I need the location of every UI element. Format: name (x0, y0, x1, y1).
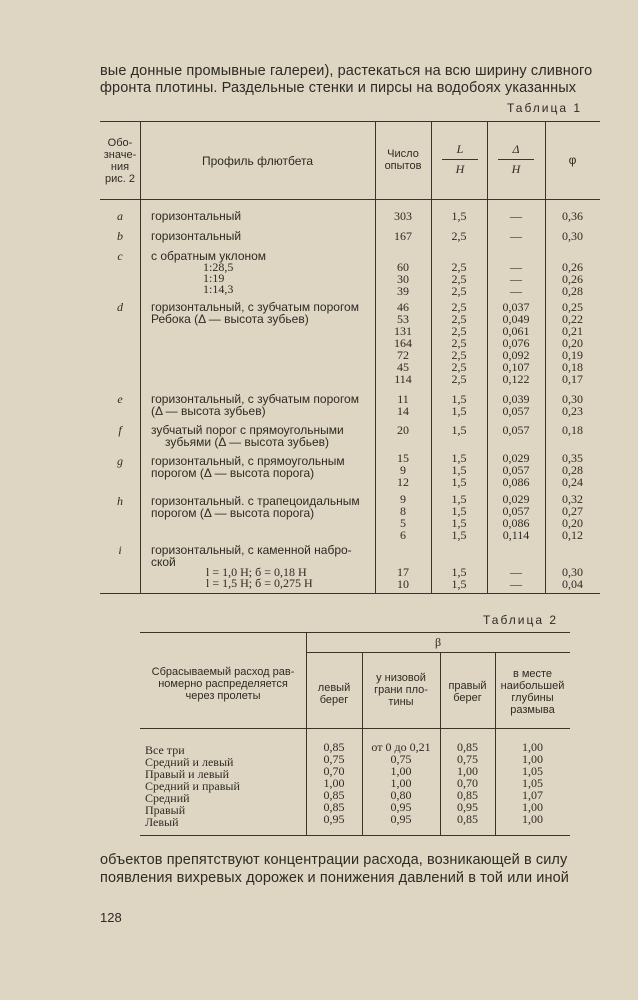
row-l-h (431, 566, 487, 590)
value: 1,00 (522, 812, 543, 826)
value: 0,70 (323, 764, 345, 778)
value: 0,26 (562, 260, 583, 274)
row-count (375, 452, 431, 488)
top-text-line-2: фронта плотины. Раздельные стенки и пирсы на водобоях указанных (100, 80, 577, 96)
row-label: Правый (145, 803, 186, 817)
value: 1,07 (522, 788, 543, 802)
value: — (510, 577, 522, 591)
value: 1,5 (451, 404, 467, 418)
value: 2,5 (451, 324, 467, 338)
row-phi: 0,30 (562, 229, 583, 243)
value: 164 (394, 336, 412, 350)
value: 0,95 (390, 812, 412, 826)
value: — (510, 260, 522, 274)
value: 0,04 (562, 577, 583, 591)
row-delta-h: — (510, 209, 522, 223)
value: 0,049 (502, 312, 530, 326)
value: 0,26 (562, 272, 583, 286)
table1-bottom-rule (100, 593, 600, 594)
header-text: у низовой (376, 672, 426, 684)
row-designation: c (117, 249, 123, 263)
value: 0,057 (502, 463, 530, 477)
row-label: Средний и левый (145, 755, 234, 769)
row-label: Средний (145, 791, 190, 805)
header-text: значе- (103, 149, 137, 161)
value: 0,086 (502, 475, 530, 489)
value: 1,00 (390, 776, 412, 790)
row-profile: зубьями (Δ — высота зубьев) (165, 435, 330, 449)
fraction-numerator: L (456, 142, 464, 156)
value: 1,00 (323, 776, 345, 790)
value: 0,30 (562, 565, 583, 579)
value: 5 (400, 516, 406, 530)
value: 0,029 (502, 451, 530, 465)
table2-header-beta: β (434, 635, 442, 649)
value: 10 (397, 577, 409, 591)
bottom-text-line-2: появления вихревых дорожек и понижения давлений в той или иной (100, 870, 569, 886)
value: 2,5 (451, 312, 467, 326)
row-l-h (431, 452, 487, 488)
table1-header-l-over-h (442, 142, 478, 177)
table2-bottom-rule (140, 835, 570, 836)
value: 1,00 (457, 764, 478, 778)
header-text: правый (448, 680, 487, 692)
table2-lower-values (362, 741, 440, 825)
header-text: размыва (510, 704, 555, 716)
value: 1,00 (522, 752, 543, 766)
value: 46 (397, 300, 409, 314)
value: 0,039 (502, 392, 530, 406)
value: 1,5 (451, 392, 467, 406)
table2-top-rule (140, 632, 570, 633)
table2-right-values (440, 741, 495, 825)
value: 0,75 (390, 752, 412, 766)
value: 131 (394, 324, 412, 338)
value: 0,32 (562, 492, 583, 506)
value: 0,95 (457, 800, 478, 814)
value: 0,23 (562, 404, 583, 418)
table1-header-count (375, 148, 431, 172)
value: 0,25 (562, 300, 583, 314)
value: 0,85 (457, 812, 478, 826)
value: 53 (397, 312, 409, 326)
row-profile-param: l = 1,0 H; б = 0,18 H (206, 565, 307, 579)
row-profile: с обратным уклоном (151, 249, 267, 263)
value: 1,5 (451, 475, 467, 489)
top-text-line-1: вые донные промывные галереи), растекаться на всю ширину сливного (100, 63, 593, 79)
table2-header-rule (140, 728, 570, 729)
row-profile-param: l = 1,5 H; б = 0,275 H (206, 576, 313, 590)
value: 6 (400, 528, 406, 542)
header-text: номерно распределяется (158, 678, 288, 690)
row-profile: горизонтальный, с каменной набро- (151, 543, 352, 557)
row-count (375, 393, 431, 417)
header-text: берег (453, 692, 482, 704)
value: 0,85 (457, 740, 478, 754)
value: 0,17 (562, 372, 583, 386)
table2-scour-values (495, 741, 570, 825)
row-profile-slope: 1:28,5 (203, 260, 234, 274)
value: 0,85 (323, 740, 345, 754)
value: 0,029 (502, 492, 530, 506)
row-profile: горизонтальный (151, 229, 242, 243)
table1-header-rule (100, 199, 600, 200)
header-text: рис. 2 (105, 173, 135, 185)
row-phi (545, 261, 600, 297)
header-text: опытов (384, 160, 422, 172)
row-profile-slope: 1:19 (203, 271, 225, 285)
value: 9 (400, 492, 406, 506)
table2-header-lower-face (362, 672, 440, 708)
table1-header-delta-over-h (498, 142, 534, 177)
value: 45 (397, 360, 409, 374)
row-label: Все три (145, 743, 185, 757)
row-phi (545, 452, 600, 488)
value: 1,00 (522, 800, 543, 814)
value: 14 (397, 404, 409, 418)
fraction-bar (442, 159, 478, 160)
row-designation: h (117, 494, 123, 508)
row-delta-h: 0,057 (502, 423, 530, 437)
value: 1,5 (451, 504, 467, 518)
header-text: наибольшей (500, 680, 565, 692)
row-phi: 0,18 (562, 423, 583, 437)
row-designation: d (117, 300, 123, 314)
row-label: Левый (145, 815, 179, 829)
value: 0,12 (562, 528, 583, 542)
value: 0,35 (562, 451, 583, 465)
row-profile: горизонтальный, с прямоугольным (151, 454, 345, 468)
value: 2,5 (451, 360, 467, 374)
value: 0,061 (502, 324, 530, 338)
value: 0,75 (323, 752, 345, 766)
row-phi (545, 566, 600, 590)
value: 15 (397, 451, 409, 465)
value: 9 (400, 463, 406, 477)
value: 0,95 (323, 812, 345, 826)
table1-col-divider (140, 121, 141, 593)
value: 0,092 (502, 348, 530, 362)
table2-header-left-bank (306, 682, 362, 706)
row-l-h (431, 261, 487, 297)
value: — (510, 284, 522, 298)
bottom-text-line-1: объектов препятствуют концентрации расхода, возникающей в силу (100, 852, 568, 868)
table1-caption: Таблица 1 (507, 101, 583, 115)
value: — (510, 565, 522, 579)
value: 0,19 (562, 348, 583, 362)
row-profile: порогом (Δ — высота порога) (151, 466, 315, 480)
value: 1,00 (390, 764, 412, 778)
row-count (375, 261, 431, 297)
row-l-h: 1,5 (451, 423, 467, 437)
table2-caption: Таблица 2 (483, 613, 559, 627)
row-designation: e (117, 392, 123, 406)
row-delta-h (487, 261, 545, 297)
value: 60 (397, 260, 409, 274)
row-count (375, 566, 431, 590)
row-label: Средний и правый (145, 779, 240, 793)
value: 0,80 (390, 788, 412, 802)
value: 0,18 (562, 360, 583, 374)
value: 1,5 (451, 528, 467, 542)
value: 2,5 (451, 284, 467, 298)
row-delta-h (487, 393, 545, 417)
value: 1,5 (451, 577, 467, 591)
value: 0,75 (457, 752, 478, 766)
page-number: 128 (100, 910, 122, 925)
value: 12 (397, 475, 409, 489)
value: 0,037 (502, 300, 530, 314)
value: 1,00 (522, 740, 543, 754)
table2-labels (145, 744, 240, 828)
header-text: глубины (511, 692, 554, 704)
row-designation: f (118, 423, 122, 437)
row-l-h (431, 393, 487, 417)
value: 0,076 (502, 336, 530, 350)
row-profile: зубчатый порог с прямоугольными (151, 423, 344, 437)
value: 0,22 (562, 312, 583, 326)
row-profile: горизонтальный, с зубчатым порогом (151, 392, 359, 406)
row-profile-slope: 1:14,3 (203, 282, 234, 296)
header-text: в месте (512, 668, 553, 680)
header-text: Число (387, 148, 419, 160)
value: 0,24 (562, 475, 583, 489)
row-designation: g (117, 454, 123, 468)
row-profile: горизонтальный, с зубчатым порогом (151, 300, 359, 314)
value: 1,5 (451, 451, 467, 465)
value: 0,85 (323, 800, 345, 814)
row-delta-h (487, 452, 545, 488)
row-delta-h: — (510, 229, 522, 243)
header-text: левый (317, 682, 351, 694)
fraction-numerator: Δ (512, 142, 520, 156)
value: 0,20 (562, 516, 583, 530)
value: 2,5 (451, 300, 467, 314)
value: 0,107 (502, 360, 530, 374)
row-delta-h (487, 493, 545, 541)
value: 1,5 (451, 516, 467, 530)
table2-left-values (306, 741, 362, 825)
header-text: тины (388, 696, 414, 708)
header-text: через пролеты (185, 690, 261, 702)
row-label: Правый и левый (145, 767, 230, 781)
header-text: берег (319, 694, 349, 706)
row-count (375, 493, 431, 541)
table1-header-designation (100, 137, 140, 185)
table2-header-scour (495, 668, 570, 716)
value: 114 (394, 372, 412, 386)
header-text: Сбрасываемый расход рав- (151, 666, 295, 678)
value: 0,114 (502, 528, 530, 542)
value: 0,20 (562, 336, 583, 350)
row-phi (545, 393, 600, 417)
value: 1,5 (451, 492, 467, 506)
value: 0,28 (562, 463, 583, 477)
value: 2,5 (451, 260, 467, 274)
row-count: 20 (397, 423, 409, 437)
row-count: 167 (394, 229, 412, 243)
row-phi (545, 301, 600, 385)
value: 0,086 (502, 516, 530, 530)
table1-top-rule (100, 121, 600, 122)
value: 11 (397, 392, 409, 406)
row-profile: горизонтальный. с трапецоидальным (151, 494, 360, 508)
value: 0,70 (457, 776, 478, 790)
table2-beta-rule (306, 652, 570, 653)
fraction-denominator: H (511, 162, 521, 176)
row-count: 303 (394, 209, 412, 223)
row-l-h (431, 301, 487, 385)
fraction-denominator: H (455, 162, 465, 176)
row-delta-h (487, 566, 545, 590)
row-delta-h (487, 301, 545, 385)
value: 8 (400, 504, 406, 518)
row-profile: ской (151, 555, 176, 569)
row-profile: (Δ — высота зубьев) (151, 404, 266, 418)
value: 1,05 (522, 776, 543, 790)
table1-header-phi: φ (568, 153, 577, 167)
value: от 0 до 0,21 (371, 740, 431, 754)
value: 0,85 (323, 788, 345, 802)
value: 2,5 (451, 348, 467, 362)
row-phi: 0,36 (562, 209, 583, 223)
header-text: грани пло- (374, 684, 428, 696)
table1-header-profile: Профиль флютбета (201, 154, 314, 168)
value: 1,5 (451, 565, 467, 579)
value: 2,5 (451, 372, 467, 386)
row-profile: Ребока (Δ — высота зубьев) (151, 312, 309, 326)
row-profile: горизонтальный (151, 209, 242, 223)
value: 30 (397, 272, 409, 286)
value: 1,5 (451, 463, 467, 477)
value: 0,28 (562, 284, 583, 298)
value: 0,27 (562, 504, 583, 518)
value: 1,05 (522, 764, 543, 778)
value: 0,21 (562, 324, 583, 338)
value: 0,057 (502, 504, 530, 518)
table2-header-right-bank (440, 680, 495, 704)
row-designation: a (117, 209, 123, 223)
value: 0,057 (502, 404, 530, 418)
row-designation: i (118, 543, 122, 557)
row-count (375, 301, 431, 385)
fraction-bar (498, 159, 534, 160)
value: 0,30 (562, 392, 583, 406)
table2-header-desc (140, 666, 306, 702)
value: 0,85 (457, 788, 478, 802)
value: 0,122 (502, 372, 530, 386)
header-text: ния (110, 161, 130, 173)
value: 72 (397, 348, 409, 362)
value: 0,95 (390, 800, 412, 814)
row-designation: b (117, 229, 123, 243)
header-text: Обо- (107, 137, 133, 149)
row-l-h: 2,5 (451, 229, 467, 243)
value: — (510, 272, 522, 286)
row-profile: порогом (Δ — высота порога) (151, 506, 315, 520)
value: 2,5 (451, 272, 467, 286)
value: 17 (397, 565, 409, 579)
row-l-h: 1,5 (451, 209, 467, 223)
row-phi (545, 493, 600, 541)
value: 39 (397, 284, 409, 298)
value: 2,5 (451, 336, 467, 350)
row-l-h (431, 493, 487, 541)
